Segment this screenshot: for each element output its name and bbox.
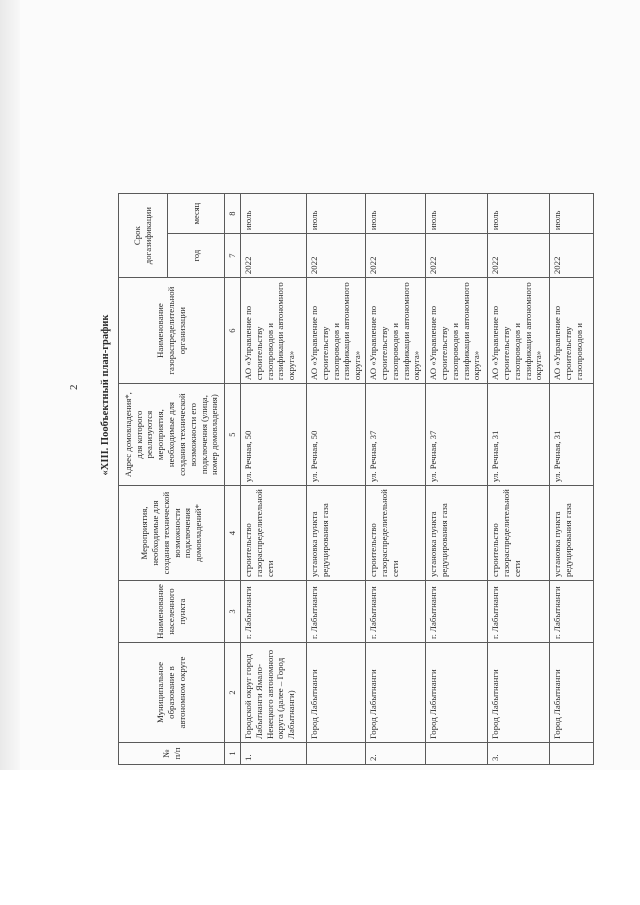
cell-no [307, 743, 366, 765]
header-measures: Мероприятия, необходимые для создания технической возможности подключения домовладений* [119, 486, 225, 581]
cell-organization: АО «Управление по строительству газопроводов и газификации автономного округа» [241, 278, 307, 384]
cell-settlement: г. Лабытнанги [307, 581, 366, 643]
cell-month: июль [488, 194, 550, 234]
header-month: месяц [168, 194, 225, 234]
column-number: 5 [225, 384, 241, 486]
cell-measures: установка пункта редуцирования газа [550, 486, 594, 581]
header-no: № п/п [119, 743, 225, 765]
header-year: год [168, 234, 225, 278]
cell-address: ул. Речная, 50 [307, 384, 366, 486]
table-row [550, 194, 594, 765]
cell-settlement: г. Лабытнанги [550, 581, 594, 643]
table-row [307, 194, 366, 765]
cell-month: июль [241, 194, 307, 234]
cell-measures: установка пункта редуцирования газа [307, 486, 366, 581]
column-number: 4 [225, 486, 241, 581]
table-row [241, 194, 307, 765]
header-municipality: Муниципальное образование в автономном округе [119, 643, 225, 743]
cell-organization: АО «Управление по строительству газопроводов и газификации автономного округа» [426, 278, 488, 384]
header-address: Адрес домовладения*, для которого реализуются мероприятия, необходимые для создания технической возможности его подключения (улица, номер домовладения) [119, 384, 225, 486]
cell-no [426, 743, 488, 765]
cell-year: 2022 [241, 234, 307, 278]
cell-measures: строительство газораспределительной сети [488, 486, 550, 581]
cell-address: ул. Речная, 50 [241, 384, 307, 486]
cell-month: июль [550, 194, 594, 234]
page-number: 2 [68, 384, 80, 390]
cell-year: 2022 [550, 234, 594, 278]
cell-organization: АО «Управление по строительству газопроводов и газификации автономного округа» [366, 278, 426, 384]
cell-month: июль [426, 194, 488, 234]
header-settlement: Наименование населенного пункта [119, 581, 225, 643]
column-number: 2 [225, 643, 241, 743]
cell-no: 3. [488, 743, 550, 765]
cell-year: 2022 [488, 234, 550, 278]
cell-month: июль [366, 194, 426, 234]
cell-organization: АО «Управление по строительству газопроводов и газификации автономного округа» [488, 278, 550, 384]
schedule-table [118, 193, 594, 765]
document-title: «XIII. Пообъектный план-график [100, 314, 111, 476]
cell-no: 1. [241, 743, 307, 765]
cell-address: ул. Речная, 37 [426, 384, 488, 486]
cell-settlement: г. Лабытнанги [241, 581, 307, 643]
column-number: 8 [225, 194, 241, 234]
cell-year: 2022 [307, 234, 366, 278]
cell-municipality: Городской округ город Лабытнанги Ямало-Ненецкого автономного округа (далее – Город Лабытнанги) [241, 643, 307, 743]
cell-municipality: Город Лабытнанги [426, 643, 488, 743]
cell-no: 2. [366, 743, 426, 765]
cell-municipality: Город Лабытнанги [550, 643, 594, 743]
cell-municipality: Город Лабытнанги [488, 643, 550, 743]
cell-year: 2022 [426, 234, 488, 278]
cell-organization: АО «Управление по строительству газопроводов и [550, 278, 594, 384]
table-row [426, 194, 488, 765]
cell-address: ул. Речная, 37 [366, 384, 426, 486]
cell-measures: установка пункта редуцирования газа [426, 486, 488, 581]
cell-no [550, 743, 594, 765]
table-row [366, 194, 426, 765]
column-number: 3 [225, 581, 241, 643]
cell-municipality: Город Лабытнанги [307, 643, 366, 743]
cell-settlement: г. Лабытнанги [426, 581, 488, 643]
cell-address: ул. Речная, 31 [550, 384, 594, 486]
cell-municipality: Город Лабытнанги [366, 643, 426, 743]
header-deadline: Срок догазификации [119, 194, 168, 278]
cell-organization: АО «Управление по строительству газопроводов и газификации автономного округа» [307, 278, 366, 384]
table-row [488, 194, 550, 765]
column-number: 7 [225, 234, 241, 278]
cell-settlement: г. Лабытнанги [488, 581, 550, 643]
column-number: 1 [225, 743, 241, 765]
header-organization: Наименование газораспределительной организации [119, 278, 225, 384]
cell-month: июль [307, 194, 366, 234]
cell-measures: строительство газораспределительной сети [241, 486, 307, 581]
cell-address: ул. Речная, 31 [488, 384, 550, 486]
cell-measures: строительство газораспределительной сети [366, 486, 426, 581]
cell-year: 2022 [366, 234, 426, 278]
cell-settlement: г. Лабытнанги [366, 581, 426, 643]
column-number: 6 [225, 278, 241, 384]
